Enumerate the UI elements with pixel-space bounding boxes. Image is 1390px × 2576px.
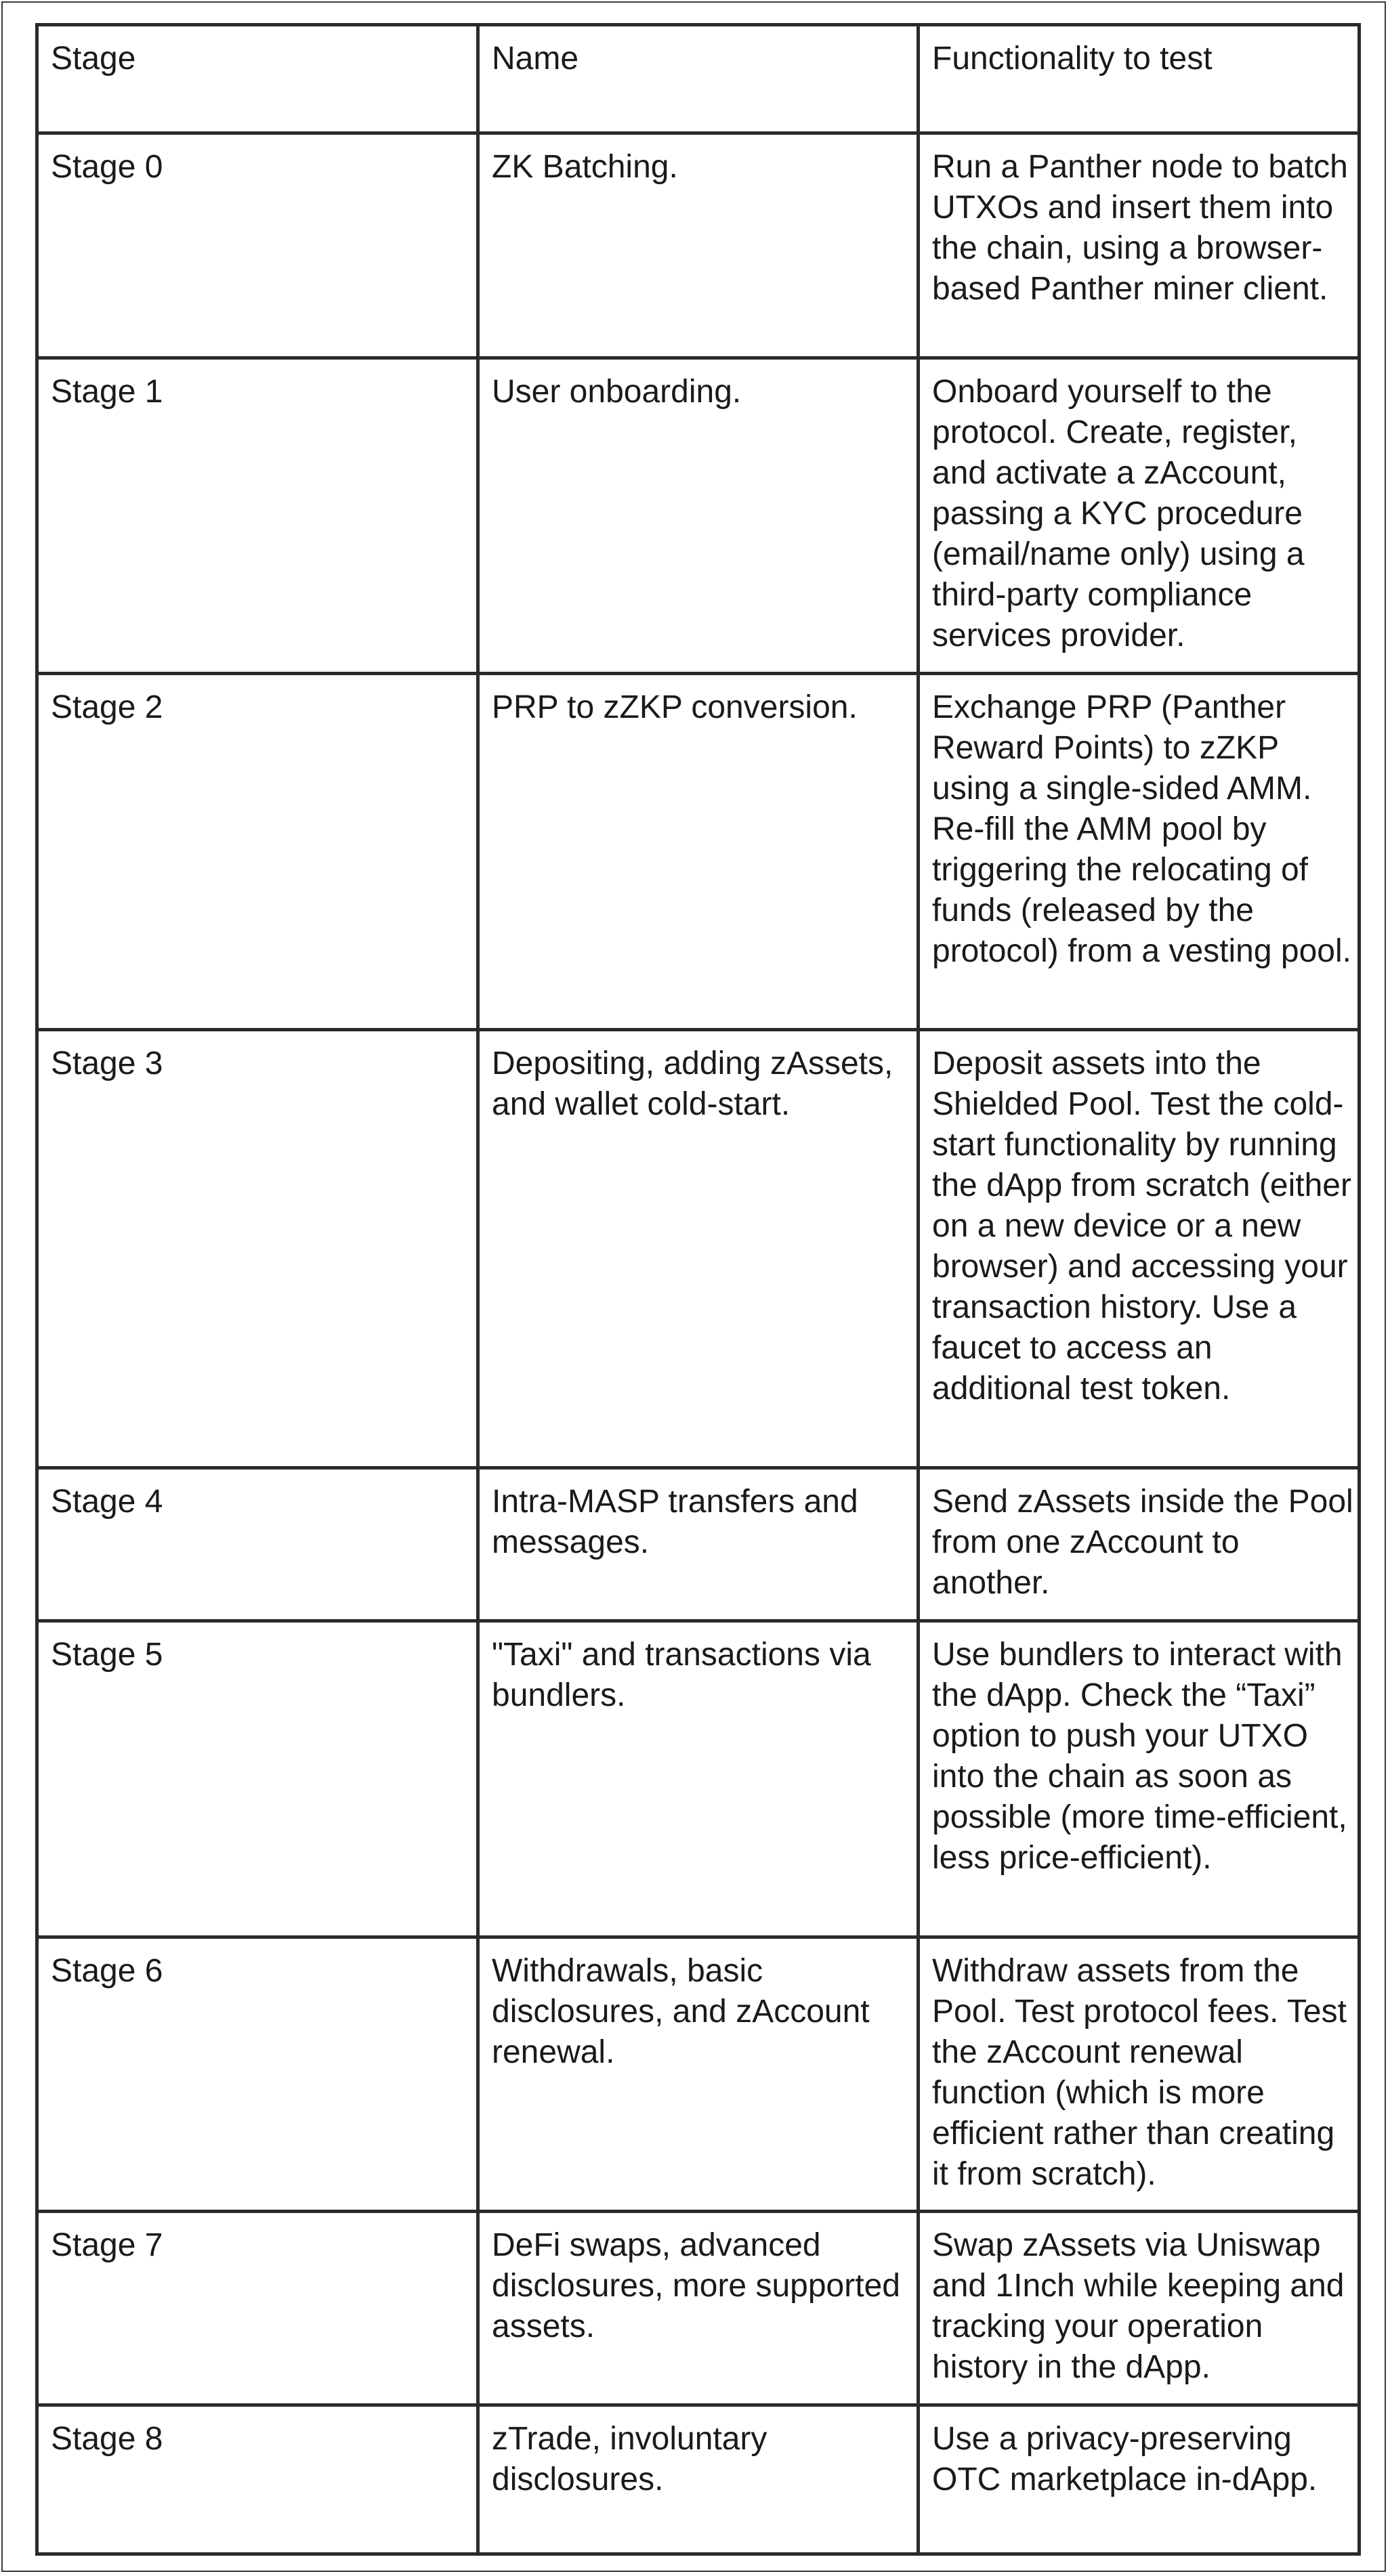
- table-row: [37, 674, 1360, 1030]
- name-cell: Withdrawals, basic disclosures, and zAccount renewal.: [478, 1937, 919, 2212]
- stages-table: [35, 23, 1361, 2556]
- name-cell: "Taxi" and transactions via bundlers.: [478, 1621, 919, 1937]
- name-cell: User onboarding.: [478, 358, 919, 674]
- table-row: [37, 133, 1360, 358]
- stage-cell: Stage 6: [37, 1937, 478, 2212]
- name-cell: ZK Batching.: [478, 133, 919, 358]
- functionality-cell: Swap zAssets via Uniswap and 1Inch while keeping and tracking your operation history in the dApp.: [919, 2212, 1360, 2405]
- name-cell: Intra-MASP transfers and messages.: [478, 1468, 919, 1621]
- stage-cell: Stage 4: [37, 1468, 478, 1621]
- functionality-cell: Use a privacy-preserving OTC marketplace in-dApp.: [919, 2405, 1360, 2554]
- functionality-cell: Send zAssets inside the Pool from one zAccount to another.: [919, 1468, 1360, 1621]
- table-body: [37, 133, 1360, 2554]
- table-row: [37, 2212, 1360, 2405]
- table-header: [37, 25, 1360, 133]
- table-row: [37, 358, 1360, 674]
- header-name: Name: [478, 25, 919, 133]
- stage-cell: Stage 1: [37, 358, 478, 674]
- stage-cell: Stage 2: [37, 674, 478, 1030]
- stage-cell: Stage 3: [37, 1030, 478, 1468]
- functionality-cell: Use bundlers to interact with the dApp. Check the “Taxi” option to push your UTXO into the chain as soon as possible (more time-efficient, less price-efficient).: [919, 1621, 1360, 1937]
- stage-cell: Stage 0: [37, 133, 478, 358]
- functionality-cell: Withdraw assets from the Pool. Test protocol fees. Test the zAccount renewal function (which is more efficient rather than creating it from scratch).: [919, 1937, 1360, 2212]
- functionality-cell: Deposit assets into the Shielded Pool. Test the cold-start functionality by running the dApp from scratch (either on a new device or a new browser) and accessing your transaction history. Use a faucet to access an additional test token.: [919, 1030, 1360, 1468]
- name-cell: PRP to zZKP conversion.: [478, 674, 919, 1030]
- functionality-cell: Exchange PRP (Panther Reward Points) to zZKP using a single-sided AMM. Re-fill the AMM pool by triggering the relocating of funds (released by the protocol) from a vesting pool.: [919, 674, 1360, 1030]
- header-functionality: Functionality to test: [919, 25, 1360, 133]
- stage-cell: Stage 5: [37, 1621, 478, 1937]
- functionality-cell: Run a Panther node to batch UTXOs and insert them into the chain, using a browser-based Panther miner client.: [919, 133, 1360, 358]
- table-row: [37, 1621, 1360, 1937]
- name-cell: zTrade, involuntary disclosures.: [478, 2405, 919, 2554]
- header-stage: Stage: [37, 25, 478, 133]
- table-row: [37, 1937, 1360, 2212]
- table-row: [37, 2405, 1360, 2554]
- name-cell: DeFi swaps, advanced disclosures, more supported assets.: [478, 2212, 919, 2405]
- header-row: [37, 25, 1360, 133]
- table-row: [37, 1030, 1360, 1468]
- stage-cell: Stage 7: [37, 2212, 478, 2405]
- functionality-cell: Onboard yourself to the protocol. Create, register, and activate a zAccount, passing a KYC procedure (email/name only) using a third-party compliance services provider.: [919, 358, 1360, 674]
- name-cell: Depositing, adding zAssets, and wallet cold-start.: [478, 1030, 919, 1468]
- table-row: [37, 1468, 1360, 1621]
- stage-cell: Stage 8: [37, 2405, 478, 2554]
